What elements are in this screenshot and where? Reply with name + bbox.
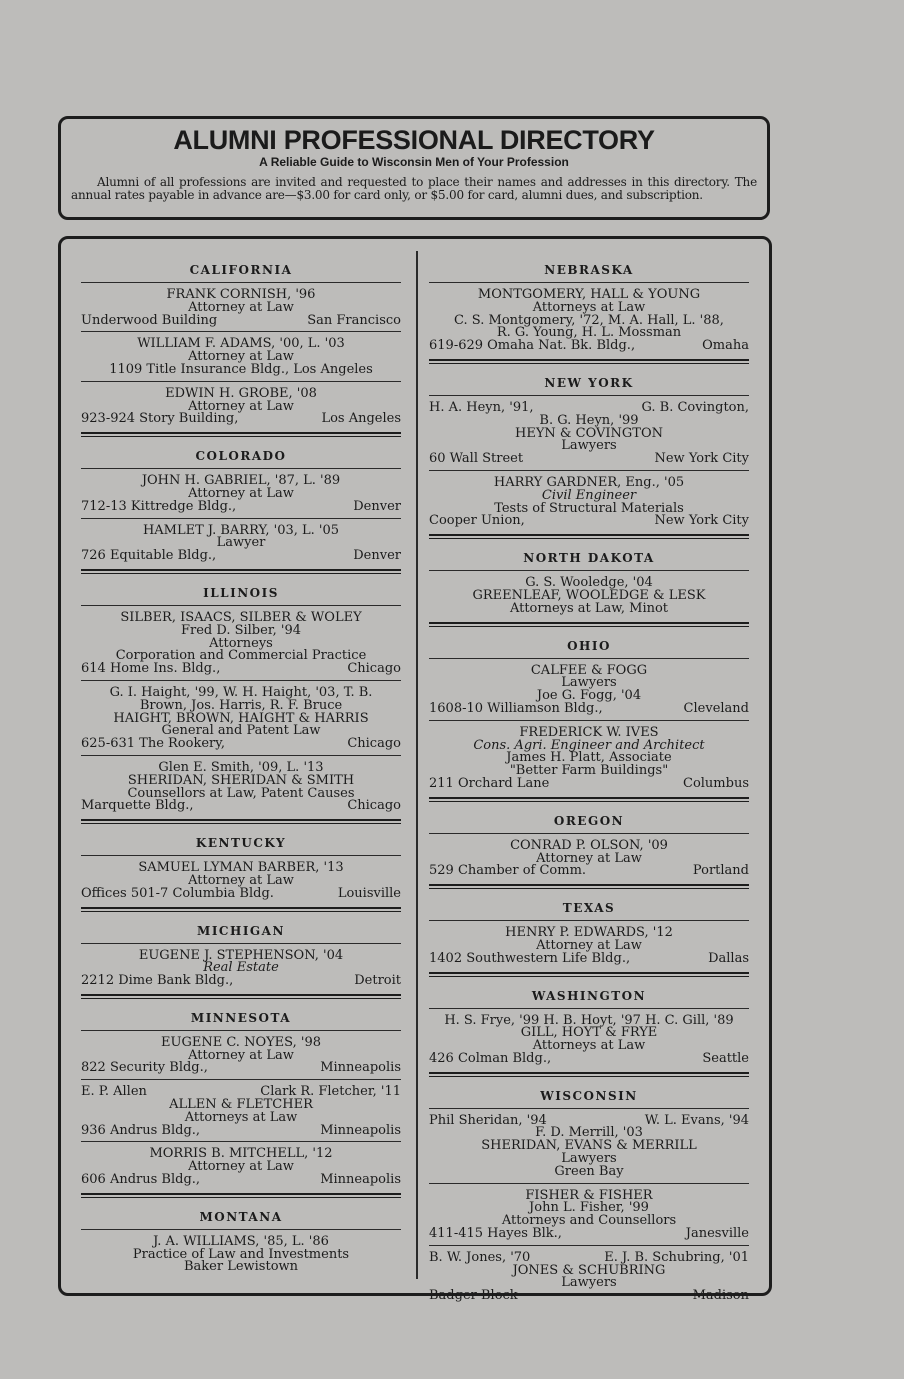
section-rule bbox=[429, 884, 749, 889]
entry-right-text: Chicago bbox=[347, 661, 401, 677]
entry-left-text: 1402 Southwestern Life Bldg., bbox=[429, 950, 631, 966]
entry-line: MORRIS B. MITCHELL, '12 bbox=[149, 1146, 333, 1162]
entry-line: Attorney at Law bbox=[188, 485, 294, 501]
entry-line: H. S. Frye, '99 H. B. Hoyt, '97 H. C. Gill, '89 bbox=[444, 1012, 734, 1028]
entry-line: Tests of Structural Materials bbox=[494, 500, 684, 516]
entry-right-text: Louisville bbox=[337, 885, 401, 901]
entry-line bbox=[81, 885, 401, 901]
entry-line bbox=[81, 975, 401, 988]
state-section bbox=[429, 376, 749, 539]
state-heading: CALIFORNIA bbox=[81, 263, 401, 283]
section-rule bbox=[429, 359, 749, 364]
directory-entry bbox=[81, 331, 401, 380]
entry-line: CALFEE & FOGG bbox=[530, 662, 648, 678]
entry-line bbox=[81, 550, 401, 563]
entry-line bbox=[81, 663, 401, 676]
entry-line bbox=[81, 1122, 401, 1138]
entry-left-text: 211 Orchard Lane bbox=[429, 775, 550, 791]
entry-line: C. S. Montgomery, '72, M. A. Hall, L. '88, bbox=[454, 312, 724, 328]
entry-line: Attorney at Law bbox=[536, 850, 642, 866]
state-heading: OHIO bbox=[429, 639, 749, 659]
entry-line: Fred D. Silber, '94 bbox=[180, 622, 301, 638]
entry-left-text: 619-629 Omaha Nat. Bk. Bldg., bbox=[429, 338, 636, 354]
entry-line: Attorneys bbox=[209, 635, 273, 651]
section-rule bbox=[81, 907, 401, 912]
entry-line bbox=[429, 775, 749, 791]
state-section bbox=[429, 551, 749, 626]
directory-entry bbox=[429, 571, 749, 619]
entry-line: "Better Farm Buildings" bbox=[509, 763, 669, 779]
section-rule bbox=[429, 534, 749, 539]
state-section bbox=[81, 924, 401, 999]
entry-line: Attorneys and Counsellors bbox=[501, 1213, 677, 1229]
section-rule bbox=[429, 797, 749, 802]
state-section bbox=[429, 814, 749, 889]
entry-left-text: 936 Andrus Bldg., bbox=[81, 1122, 201, 1138]
directory-entry bbox=[429, 470, 749, 532]
entry-right-text: Janesville bbox=[685, 1226, 749, 1242]
entry-line: Attorney at Law bbox=[188, 349, 294, 365]
directory-entry bbox=[81, 856, 401, 904]
entry-left-text: 923-924 Story Building, bbox=[81, 411, 239, 427]
directory-entry bbox=[81, 469, 401, 517]
entry-line: HAMLET J. BARRY, '03, L. '05 bbox=[142, 522, 340, 538]
directory-entry bbox=[81, 680, 401, 755]
entry-line bbox=[81, 800, 401, 813]
entry-line: FISHER & FISHER bbox=[525, 1187, 653, 1203]
entry-right-text: Minneapolis bbox=[320, 1060, 401, 1076]
left-column bbox=[81, 263, 401, 1278]
entry-line: General and Patent Law bbox=[161, 723, 321, 739]
entry-line: James H. Platt, Associate bbox=[506, 750, 672, 766]
entry-line: GILL, HOYT & FRYE bbox=[520, 1025, 658, 1041]
state-heading: NORTH DAKOTA bbox=[429, 551, 749, 571]
entry-line: Cons. Agri. Engineer and Architect bbox=[473, 737, 705, 753]
directory-entry bbox=[81, 518, 401, 567]
right-column bbox=[429, 263, 749, 1307]
entry-right-text: Minneapolis bbox=[320, 1122, 401, 1138]
entry-left-text: Marquette Bldg., bbox=[81, 798, 194, 814]
entry-right-text: New York City bbox=[654, 513, 749, 529]
directory-entry bbox=[429, 1183, 749, 1245]
entry-line: CONRAD P. OLSON, '09 bbox=[510, 837, 668, 853]
entry-line bbox=[81, 1062, 401, 1075]
entry-line: SHERIDAN, EVANS & MERRILL bbox=[481, 1138, 697, 1154]
state-heading: MONTANA bbox=[81, 1210, 401, 1230]
entry-line: HENRY P. EDWARDS, '12 bbox=[505, 925, 673, 941]
entry-left-text: Phil Sheridan, '94 bbox=[429, 1112, 547, 1128]
entry-left-text: 625-631 The Rookery, bbox=[81, 736, 225, 752]
directory-entry bbox=[81, 944, 401, 992]
entry-line: EUGENE J. STEPHENSON, '04 bbox=[138, 947, 344, 963]
entry-line: SAMUEL LYMAN BARBER, '13 bbox=[138, 860, 344, 876]
entry-line: MONTGOMERY, HALL & YOUNG bbox=[477, 287, 701, 302]
directory-entry bbox=[81, 1230, 401, 1278]
entry-left-text: 1608-10 Williamson Bldg., bbox=[429, 700, 603, 716]
state-heading: OREGON bbox=[429, 814, 749, 834]
entry-left-text: Offices 501-7 Columbia Bldg. bbox=[81, 885, 274, 901]
directory-entry bbox=[81, 606, 401, 680]
entry-left-text: 2212 Dime Bank Bldg., bbox=[81, 973, 234, 989]
entry-line: Attorney at Law bbox=[536, 937, 642, 953]
state-heading: TEXAS bbox=[429, 901, 749, 921]
entry-right-text: San Francisco bbox=[307, 312, 401, 328]
entry-left-text: 822 Security Bldg., bbox=[81, 1060, 208, 1076]
entry-left-text: 726 Equitable Bldg., bbox=[81, 548, 217, 564]
state-section bbox=[81, 1210, 401, 1278]
section-rule bbox=[81, 819, 401, 824]
entry-line: G. I. Haight, '99, W. H. Haight, '03, T. B. bbox=[109, 684, 373, 700]
page-subtitle: A Reliable Guide to Wisconsin Men of Your Profession bbox=[259, 155, 569, 169]
state-heading: NEW YORK bbox=[429, 376, 749, 396]
entry-right-text: Denver bbox=[353, 498, 401, 514]
entry-line: Counsellors at Law, Patent Causes bbox=[127, 785, 355, 801]
entry-left-text: E. P. Allen bbox=[81, 1084, 147, 1100]
directory-entry bbox=[81, 1031, 401, 1079]
state-heading: MICHIGAN bbox=[81, 924, 401, 944]
entry-right-text: New York City bbox=[654, 451, 749, 467]
state-heading: COLORADO bbox=[81, 449, 401, 469]
entry-right-text: G. B. Covington, bbox=[641, 399, 749, 415]
state-heading: MINNESOTA bbox=[81, 1011, 401, 1031]
entry-line: Attorney at Law bbox=[188, 398, 294, 414]
entry-line: FRANK CORNISH, '96 bbox=[166, 287, 316, 302]
entry-line: Lawyers bbox=[561, 675, 617, 691]
state-section bbox=[81, 449, 401, 574]
entry-right-text: Seattle bbox=[702, 1050, 749, 1066]
directory-entry bbox=[81, 381, 401, 430]
entry-line: F. D. Merrill, '03 bbox=[535, 1125, 643, 1141]
entry-line: JONES & SCHUBRING bbox=[512, 1262, 666, 1278]
state-heading: WISCONSIN bbox=[429, 1089, 749, 1109]
state-section bbox=[81, 836, 401, 911]
entry-line: Practice of Law and Investments bbox=[132, 1246, 350, 1262]
entry-line: J. A. WILLIAMS, '85, L. '86 bbox=[153, 1233, 329, 1249]
section-rule bbox=[81, 1193, 401, 1198]
entry-line: HAIGHT, BROWN, HAIGHT & HARRIS bbox=[113, 710, 369, 726]
entry-line: G. S. Wooledge, '04 bbox=[525, 575, 653, 591]
directory-entry bbox=[429, 659, 749, 720]
entry-right-text: Detroit bbox=[354, 973, 401, 989]
directory-listing bbox=[58, 236, 772, 1304]
state-section bbox=[429, 989, 749, 1077]
entry-right-text: W. L. Evans, '94 bbox=[644, 1112, 749, 1128]
entry-line: HARRY GARDNER, Eng., '05 bbox=[493, 474, 685, 490]
section-rule bbox=[81, 432, 401, 437]
entry-line: EDWIN H. GROBE, '08 bbox=[165, 385, 317, 401]
entry-line: Brown, Jos. Harris, R. F. Bruce bbox=[139, 697, 343, 713]
entry-left-text: 529 Chamber of Comm. bbox=[429, 863, 587, 879]
entry-line: Attorney at Law bbox=[188, 872, 294, 888]
state-section bbox=[81, 586, 401, 824]
entry-line: Lawyers bbox=[561, 1275, 617, 1291]
entry-left-text: Badger Block bbox=[429, 1288, 518, 1304]
entry-right-text: Portland bbox=[692, 863, 749, 879]
entry-right-text: Omaha bbox=[702, 338, 749, 354]
entry-line: Attorneys at Law bbox=[184, 1109, 298, 1125]
entry-line bbox=[429, 453, 749, 466]
entry-line: Green Bay bbox=[554, 1163, 624, 1179]
entry-line: Attorney at Law bbox=[188, 1047, 294, 1063]
section-rule bbox=[429, 1072, 749, 1077]
entry-line: ALLEN & FLETCHER bbox=[169, 1097, 313, 1113]
directory-entry bbox=[429, 1109, 749, 1183]
directory-entry bbox=[429, 720, 749, 795]
section-rule bbox=[429, 622, 749, 627]
entry-line: B. G. Heyn, '99 bbox=[539, 412, 639, 428]
entry-line bbox=[81, 738, 401, 751]
state-section bbox=[429, 639, 749, 802]
entry-right-text: Dallas bbox=[708, 950, 749, 966]
entry-line bbox=[429, 865, 749, 878]
entry-line bbox=[429, 1050, 749, 1066]
entry-line bbox=[429, 950, 749, 966]
entry-line: GREENLEAF, WOOLEDGE & LESK bbox=[472, 587, 706, 603]
entry-line: Glen E. Smith, '09, L. '13 bbox=[158, 759, 324, 775]
entry-line bbox=[429, 700, 749, 716]
entry-left-text: 426 Colman Bldg., bbox=[429, 1050, 552, 1066]
entry-line bbox=[81, 1174, 401, 1187]
entry-line: Baker Lewistown bbox=[183, 1259, 299, 1275]
entry-line: Joe G. Fogg, '04 bbox=[536, 688, 642, 704]
entry-right-text: Chicago bbox=[347, 798, 401, 814]
directory-entry bbox=[81, 1079, 401, 1141]
entry-line: Lawyers bbox=[561, 1151, 617, 1167]
entry-right-text: Columbus bbox=[683, 775, 749, 791]
entry-line: Civil Engineer bbox=[541, 487, 637, 503]
directory-entry bbox=[429, 1245, 749, 1307]
entry-right-text: Clark R. Fletcher, '11 bbox=[260, 1084, 401, 1100]
entry-right-text: Cleveland bbox=[683, 700, 749, 716]
entry-line: SHERIDAN, SHERIDAN & SMITH bbox=[127, 772, 355, 788]
entry-line: FREDERICK W. IVES bbox=[519, 724, 659, 740]
directory-entry bbox=[81, 1141, 401, 1190]
entry-line: Lawyers bbox=[561, 438, 617, 454]
entry-left-text: 411-415 Hayes Blk., bbox=[429, 1226, 562, 1242]
entry-line: Lawyer bbox=[216, 535, 266, 551]
entry-line bbox=[429, 1228, 749, 1241]
directory-header bbox=[58, 116, 770, 220]
entry-line: HEYN & COVINGTON bbox=[515, 425, 663, 441]
directory-entry bbox=[429, 396, 749, 470]
entry-line: 1109 Title Insurance Bldg., Los Angeles bbox=[109, 361, 373, 377]
entry-line: John L. Fisher, '99 bbox=[529, 1200, 649, 1216]
directory-entry bbox=[429, 921, 749, 969]
entry-right-text: Minneapolis bbox=[320, 1172, 401, 1188]
entry-right-text: Chicago bbox=[347, 736, 401, 752]
entry-line: Real Estate bbox=[203, 960, 279, 976]
entry-right-text: Denver bbox=[353, 548, 401, 564]
entry-left-text: 712-13 Kittredge Bldg., bbox=[81, 498, 237, 514]
state-heading: NEBRASKA bbox=[429, 263, 749, 283]
section-rule bbox=[429, 972, 749, 977]
state-section bbox=[81, 263, 401, 437]
state-heading: WASHINGTON bbox=[429, 989, 749, 1009]
entry-left-text: 614 Home Ins. Bldg., bbox=[81, 661, 221, 677]
state-section bbox=[429, 901, 749, 976]
entry-line: Attorney at Law bbox=[188, 1159, 294, 1175]
entry-line: JOHN H. GABRIEL, '87, L. '89 bbox=[141, 473, 341, 489]
state-heading: KENTUCKY bbox=[81, 836, 401, 856]
entry-line bbox=[429, 340, 749, 353]
entry-line: SILBER, ISAACS, SILBER & WOLEY bbox=[120, 609, 362, 625]
entry-line bbox=[81, 498, 401, 514]
entry-left-text: B. W. Jones, '70 bbox=[429, 1249, 531, 1265]
directory-entry bbox=[81, 283, 401, 331]
entry-line: WILLIAM F. ADAMS, '00, L. '03 bbox=[137, 336, 345, 352]
entry-line: Attorneys at Law bbox=[532, 299, 646, 315]
entry-left-text: 60 Wall Street bbox=[429, 451, 524, 467]
section-rule bbox=[81, 569, 401, 574]
entry-line bbox=[429, 1290, 749, 1303]
directory-entry bbox=[81, 755, 401, 817]
column-divider bbox=[416, 251, 418, 1279]
entry-line: Corporation and Commercial Practice bbox=[115, 648, 367, 664]
state-heading: ILLINOIS bbox=[81, 586, 401, 606]
entry-line: EUGENE C. NOYES, '98 bbox=[161, 1034, 321, 1050]
page-title: ALUMNI PROFESSIONAL DIRECTORY bbox=[173, 125, 655, 155]
entry-line: Attorneys at Law, Minot bbox=[509, 600, 669, 616]
entry-line: Attorneys at Law bbox=[532, 1038, 646, 1054]
entry-left-text: Underwood Building bbox=[81, 312, 218, 328]
directory-entry bbox=[429, 283, 749, 357]
directory-entry bbox=[429, 1009, 749, 1070]
entry-line bbox=[429, 515, 749, 528]
entry-left-text: Cooper Union, bbox=[429, 513, 525, 529]
entry-line: R. G. Young, H. L. Mossman bbox=[496, 325, 682, 341]
entry-right-text: E. J. B. Schubring, '01 bbox=[604, 1249, 749, 1265]
directory-entry bbox=[429, 834, 749, 882]
state-section bbox=[429, 263, 749, 364]
entry-right-text: Madison bbox=[692, 1288, 749, 1304]
section-rule bbox=[81, 994, 401, 999]
state-section bbox=[429, 1089, 749, 1307]
state-section bbox=[81, 1011, 401, 1198]
entry-line: Attorney at Law bbox=[188, 299, 294, 315]
entry-left-text: 606 Andrus Bldg., bbox=[81, 1172, 201, 1188]
entry-left-text: H. A. Heyn, '91, bbox=[429, 399, 534, 415]
entry-right-text: Los Angeles bbox=[321, 411, 401, 427]
intro-text: Alumni of all professions are invited and requested to place their names and addresses in this directory. The annual rates payable in advance are—$3.00 for card only, or $5.00 for card, alumni dues, and subscription. bbox=[71, 175, 757, 202]
entry-line bbox=[81, 413, 401, 426]
entry-line bbox=[81, 312, 401, 328]
